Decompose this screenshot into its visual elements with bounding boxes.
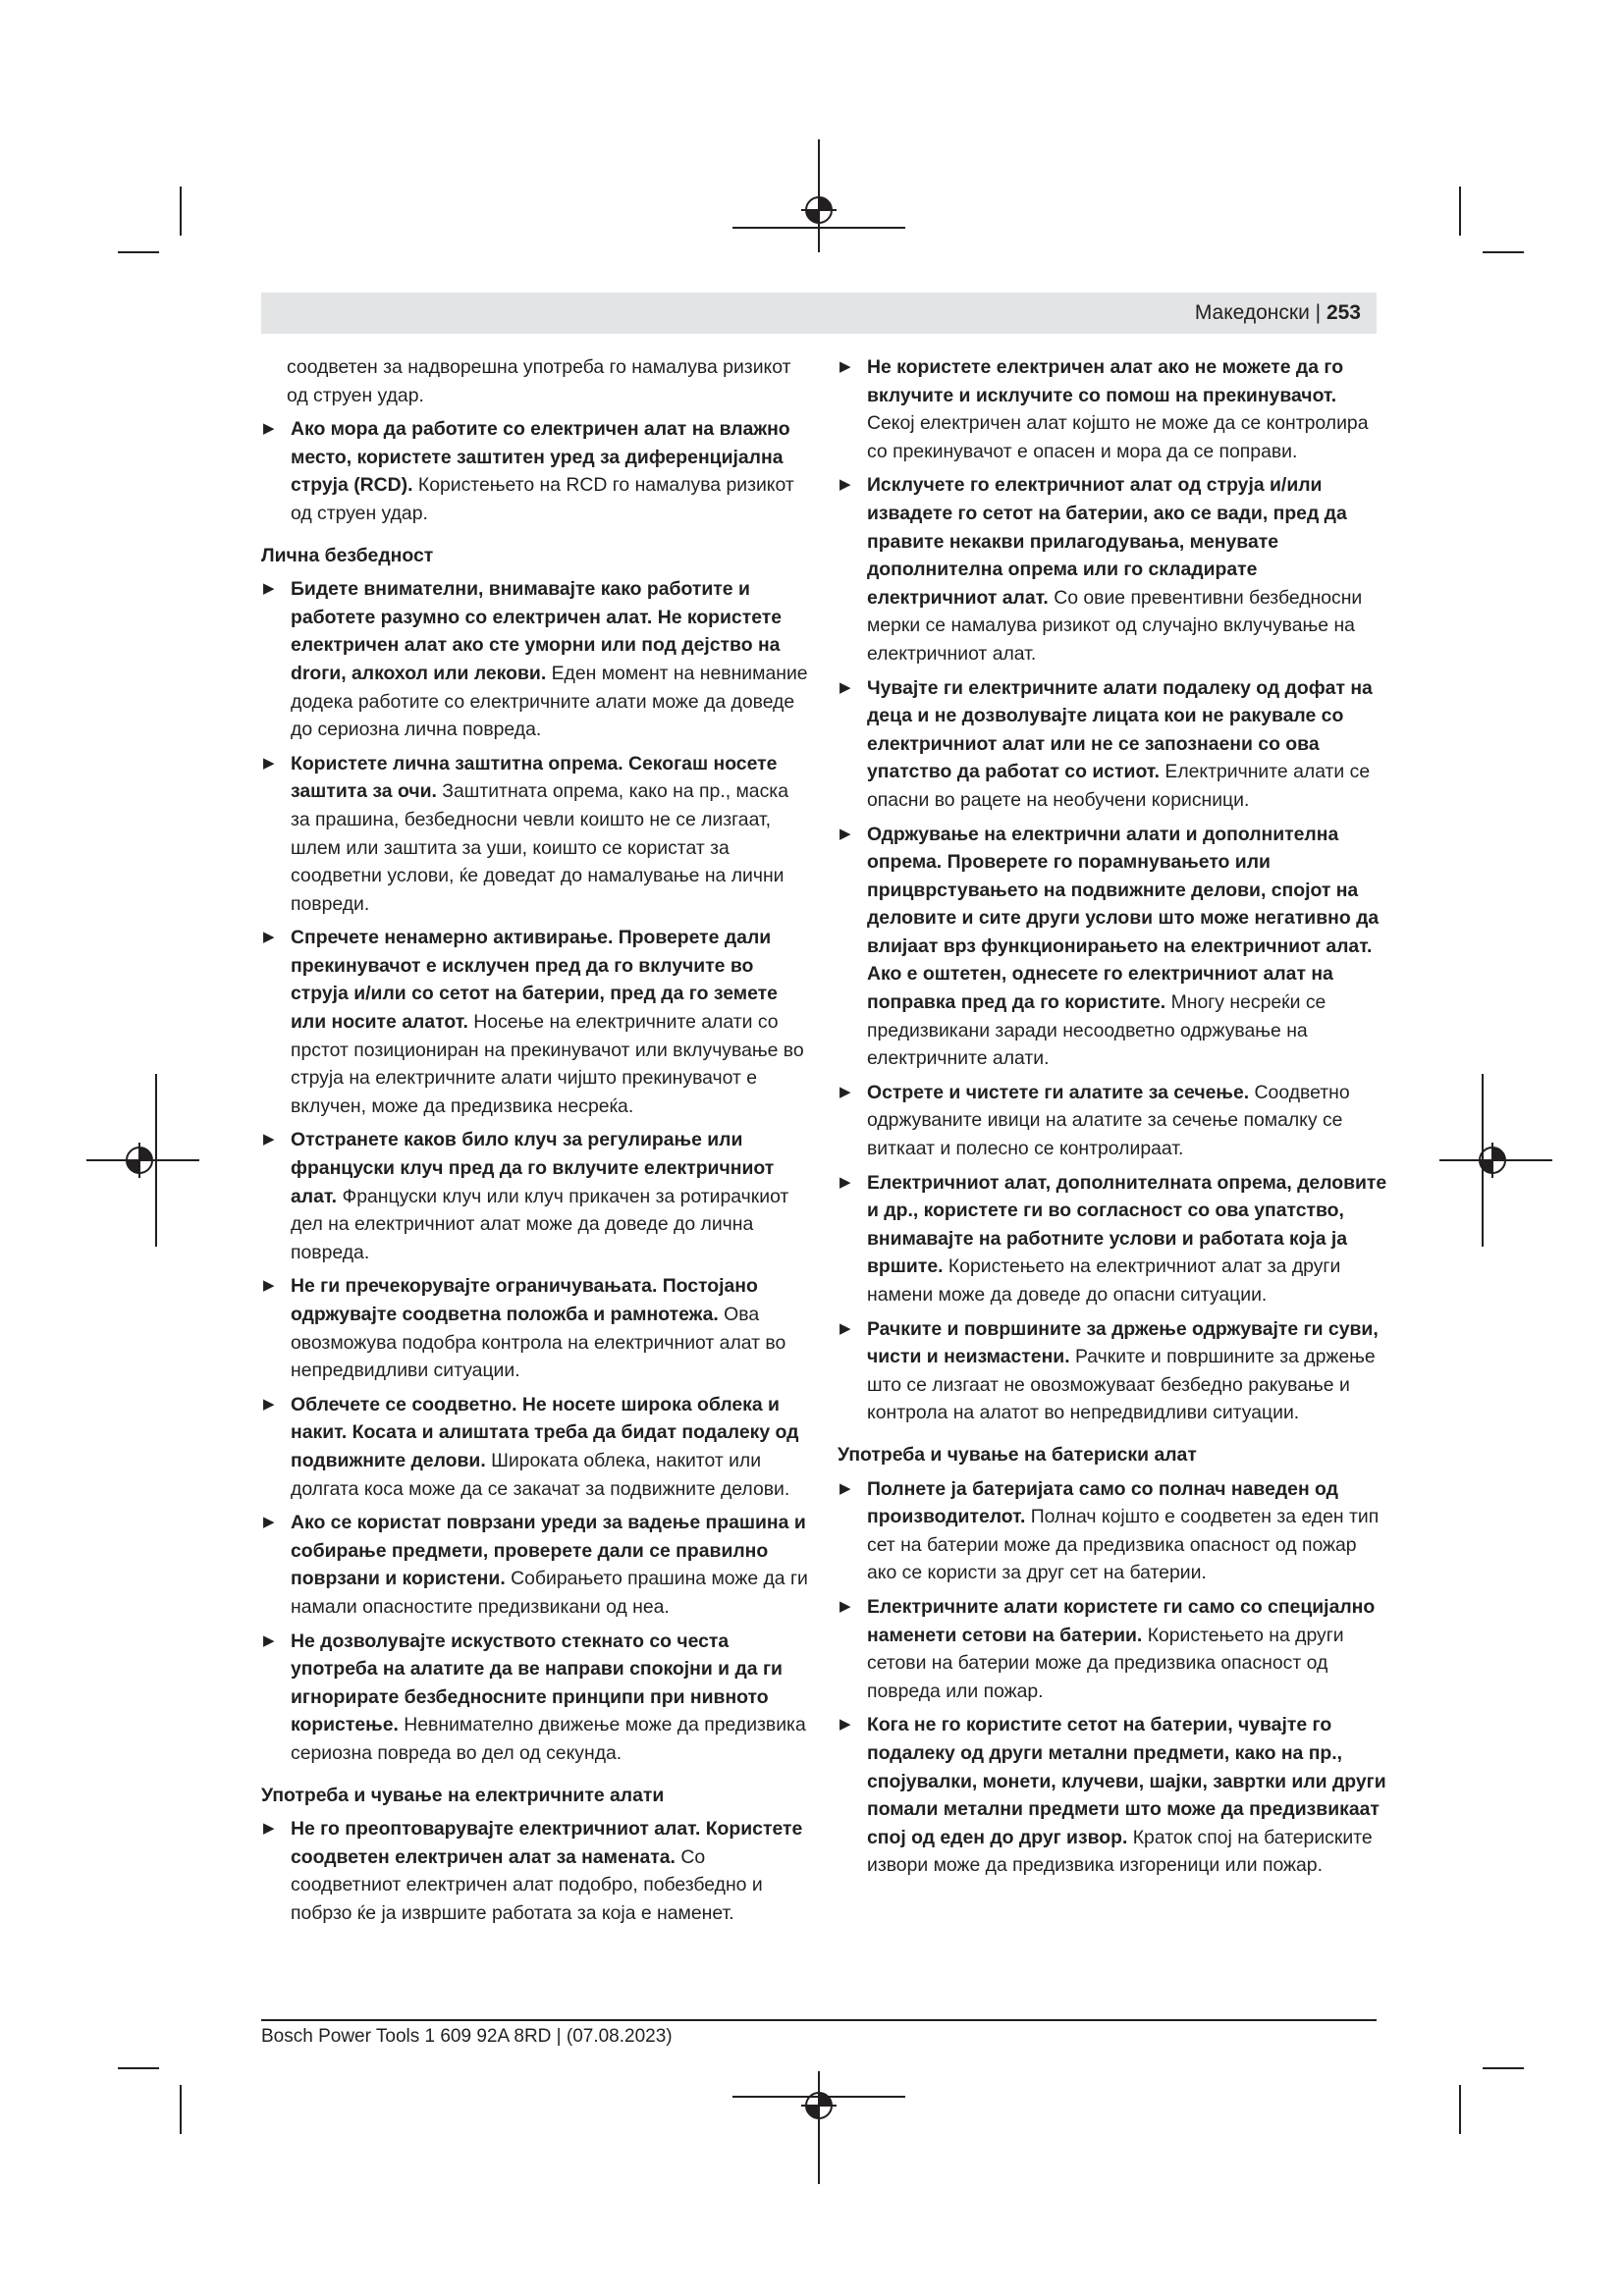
bullet-body-text: Широката облека, накитот или долгата коса може да се закачат за подвижните делови. <box>291 1449 790 1500</box>
bullet-bold-text: Рачките и површините за држење одржувајте ги суви, чисти и неизмастени. <box>867 1317 1379 1368</box>
bullet-body-text: Носење на електричните алати со прстот позициониран на прекинувачот или вклучување во струја на електричните алати чијшто прекинувачот е вклучен, може да предизвика несреќа. <box>291 1011 804 1117</box>
bullet-item <box>261 750 811 919</box>
bullet-arrow-icon: ▶ <box>263 580 275 598</box>
bullet-body-text: Многу несреќи се предизвикани заради несоодветно одржување на електричните алати. <box>867 991 1326 1070</box>
bullet-item <box>261 1272 811 1384</box>
bullet-body-text: Со овие превентивни безбедносни мерки се намалува ризикот од случајно вклучување на електричниот алат. <box>867 586 1363 665</box>
bullet-arrow-icon: ▶ <box>839 1173 851 1191</box>
bullet-arrow-icon: ▶ <box>839 1083 851 1100</box>
bullet-body-text: Користењето на други сетови на батерии може да предизвика опасност од повреда или пожар. <box>867 1624 1344 1702</box>
bullet-body-text: Ова овозможува подобра контрола на електричниот алат во непредвидливи ситуации. <box>291 1304 786 1382</box>
bullet-bold-text: Исклучете го електричниот алат од струја и/или извадете го сетот на батерии, ако се вади, пред да правите некакви прилагодувања, менувате дополнителна опрема или го складирате електричниот алат. <box>867 474 1347 609</box>
bullet-bold-text: Чувајте ги електричните алати подалеку од дофат на деца и не дозволувајте лицата кои не ракувале со електричниот алат или не се запознаени со ова упатство да работат со истиот. <box>867 676 1373 783</box>
bullet-arrow-icon: ▶ <box>263 1395 275 1413</box>
bullet-item <box>838 821 1387 1073</box>
header-label: Македонски | 253 <box>1194 301 1361 324</box>
crop-mark-bottom-left-horizontal <box>118 2067 159 2069</box>
bullet-list <box>261 415 811 527</box>
bullet-arrow-icon: ▶ <box>263 929 275 946</box>
bullet-arrow-icon: ▶ <box>839 1716 851 1734</box>
crop-mark-top-left-horizontal <box>118 251 159 253</box>
bullet-body-text: Еден момент на невнимание додека работите со електричните алати може да доведе до сериозна лична повреда. <box>291 662 808 741</box>
bullet-item <box>838 1711 1387 1880</box>
bullet-bold-text: Спречете ненамерно активирање. Проверете дали прекинувачот е исклучен пред да го вклучите во струја и/или со сетот на батерии, пред да го земете или носите алатот. <box>291 927 778 1034</box>
section-heading-personal-safety: Лична безбедност <box>261 544 434 566</box>
section-heading-tool-use: Употреба и чување на електричните алати <box>261 1784 665 1806</box>
bullet-body-text: Користењето на електричниот алат за други намени може да доведе до опасни ситуации. <box>867 1255 1341 1306</box>
bullet-list <box>261 575 811 1767</box>
bullet-bold-text: Користете лична заштитна опрема. Секогаш носете заштита за очи. <box>291 752 778 803</box>
bullet-arrow-icon: ▶ <box>839 1597 851 1615</box>
bullet-arrow-icon: ▶ <box>263 1131 275 1148</box>
bullet-bold-text: Електричните алати користете ги само со специјално наменети сетови на батерии. <box>867 1595 1376 1646</box>
bullet-arrow-icon: ▶ <box>839 358 851 375</box>
registration-line-bottom-v <box>818 2071 820 2184</box>
bullet-bold-text: Острете и чистете ги алатите за сечење. <box>867 1081 1250 1103</box>
page-header <box>261 293 1377 334</box>
registration-line-right-v <box>1482 1074 1484 1247</box>
left-column <box>261 353 811 1933</box>
bullet-item <box>261 415 811 527</box>
bullet-body-text: Краток спој на батериските извори може да предизвика изгореници или пожар. <box>867 1826 1373 1877</box>
registration-line-right-h <box>1439 1159 1552 1161</box>
bullet-arrow-icon: ▶ <box>263 1277 275 1295</box>
bullet-arrow-icon: ▶ <box>263 1820 275 1838</box>
bullet-item <box>838 471 1387 667</box>
bullet-body-text: Собирањето прашина може да ги намали опасностите предизвикани од неа. <box>291 1568 808 1618</box>
bullet-list <box>838 1475 1387 1880</box>
bullet-bold-text: Одржување на електрични алати и дополнителна опрема. Проверете го порамнувањето или прицврстувањето на подвижните делови, спојот на деловите и сите други услови што може негативно да влијаат врз функционирањето на електричниот алат. Ако е оштетен, однесете го електричниот алат на поправка пред да го користите. <box>867 823 1380 1014</box>
bullet-body-text: Секој електричен алат којшто не може да се контролира со прекинувачот е опасен и мора да се поправи. <box>867 412 1369 462</box>
registration-line-top-v <box>818 139 820 252</box>
registration-line-left-h <box>86 1159 199 1161</box>
bullet-item <box>261 1628 811 1768</box>
page-number: 253 <box>1326 301 1361 324</box>
bullet-bold-text: Не ги пречекорувајте ограничувањата. Постојано одржувајте соодветна положба и рамнотежа. <box>291 1275 758 1325</box>
bullet-body-text: Невнимателно движење може да предизвика сериозна повреда во дел од секунда. <box>291 1714 806 1764</box>
bullet-arrow-icon: ▶ <box>839 1479 851 1497</box>
bullet-list <box>838 353 1387 1427</box>
bullet-item <box>838 674 1387 815</box>
bullet-item <box>261 575 811 744</box>
bullet-item <box>261 1815 811 1927</box>
bullet-list <box>261 1815 811 1927</box>
crop-mark-bottom-left-vertical <box>180 2085 182 2134</box>
bullet-bold-text: Ако мора да работите со електричен алат на влажно место, користете заштитен уред за диференцијална струја (RCD). <box>291 418 790 497</box>
bullet-item <box>838 1079 1387 1163</box>
bullet-arrow-icon: ▶ <box>839 476 851 494</box>
bullet-item <box>838 1593 1387 1705</box>
crop-mark-top-right-vertical <box>1459 187 1461 236</box>
bullet-bold-text: Облечете се соодветно. Не носете широка облека и накит. Косата и алиштата треба да бидат подалеку од подвижните делови. <box>291 1393 799 1471</box>
bullet-item <box>261 924 811 1120</box>
bullet-item <box>261 1126 811 1266</box>
crop-mark-bottom-right-vertical <box>1459 2085 1461 2134</box>
bullet-arrow-icon: ▶ <box>839 678 851 696</box>
bullet-arrow-icon: ▶ <box>839 825 851 842</box>
bullet-body-text: Електричните алати се опасни во рацете на необучени корисници. <box>867 761 1371 811</box>
bullet-bold-text: Кога не го користите сетот на батерии, чувајте го подалеку од други метални предмети, како на пр., спојувалки, монети, клучеви, шајки, завртки или други помали метални предмети што може да предизвикаат спој од еден до друг извор. <box>867 1714 1386 1848</box>
registration-line-left-v <box>155 1074 157 1247</box>
crop-mark-top-left-vertical <box>180 187 182 236</box>
bullet-item <box>261 1509 811 1621</box>
bullet-body-text: Соодветно одржуваните ивици на алатите за сечење помалку се виткаат и полесно се контролираат. <box>867 1081 1350 1160</box>
bullet-body-text: Користењето на RCD го намалува ризикот од струен удар. <box>291 474 794 524</box>
bullet-bold-text: Не го преоптоварувајте електричниот алат. Користете соодветен електричен алат за намената. <box>291 1818 803 1868</box>
bullet-body-text: Заштитната опрема, како на пр., маска за прашина, безбедносни чевли коишто не се лизгаат, шлем или заштита за уши, коишто се користат за соодветни услови, ќе доведат до намалување на лични повреди. <box>291 780 788 915</box>
bullet-arrow-icon: ▶ <box>263 754 275 772</box>
bullet-arrow-icon: ▶ <box>263 1631 275 1649</box>
bullet-item <box>261 1391 811 1503</box>
crop-mark-top-right-horizontal <box>1483 251 1524 253</box>
bullet-bold-text: Бидете внимателни, внимавајте како работите и работете разумно со електричен алат. Не користете електричен алат ако сте уморни или под дејство на droги, алкохол или лекови. <box>291 578 783 684</box>
bullet-item <box>838 1169 1387 1309</box>
footer-text: Bosch Power Tools 1 609 92A 8RD | (07.08.2023) <box>261 2026 673 2047</box>
continuation-text: соодветен за надворешна употреба го намалува ризикот од струен удар. <box>287 356 791 406</box>
header-language: Македонски <box>1194 301 1310 324</box>
bullet-arrow-icon: ▶ <box>263 420 275 438</box>
bullet-body-text: Француски клуч или клуч прикачен за ротирачкиот дел на електричниот алат може да доведе до лична повреда. <box>291 1185 789 1263</box>
crop-mark-bottom-right-horizontal <box>1483 2067 1524 2069</box>
bullet-bold-text: Не користете електричен алат ако не можете да го вклучите и исклучите со помош на прекинувачот. <box>867 356 1344 406</box>
bullet-body-text: Полнач којшто е соодветен за еден тип сет на батерии може да предизвика опасност од пожар ако се користи за друг сет на батерии. <box>867 1506 1380 1584</box>
bullet-arrow-icon: ▶ <box>263 1514 275 1531</box>
right-column <box>838 353 1387 1886</box>
section-heading-battery-tool: Употреба и чување на батериски алат <box>838 1443 1197 1466</box>
bullet-bold-text: Отстранете каков било клуч за регулирање или француски клуч пред да го вклучите електричниот алат. <box>291 1129 775 1207</box>
bullet-bold-text: Ако се користат поврзани уреди за вадење прашина и собирање предмети, проверете дали се правилно поврзани и користени. <box>291 1512 806 1590</box>
bullet-item <box>838 353 1387 465</box>
bullet-body-text: Рачките и површините за држење што се лизгаат не овозможуваат безбедно ракување и контрола на алатот во непредвидливи ситуации. <box>867 1346 1376 1424</box>
bullet-bold-text: Полнете ја батеријата само со полнач наведен од производителот. <box>867 1477 1338 1528</box>
bullet-body-text: Со соодветниот електричен алат подобро, побезбедно и побрзо ќе ја извршите работата за која е наменет. <box>291 1845 763 1924</box>
bullet-item <box>838 1315 1387 1427</box>
bullet-bold-text: Електричниот алат, дополнителната опрема, деловите и др., користете ги во согласност со ова упатство, внимавајте на работните услови и работата која ја вршите. <box>867 1171 1387 1278</box>
bullet-item <box>838 1475 1387 1587</box>
bullet-arrow-icon: ▶ <box>839 1319 851 1337</box>
footer-divider <box>261 2019 1377 2021</box>
bullet-bold-text: Не дозволувајте искуството стекнато со честа употреба на алатите да ве направи спокојни и да ги игнорирате безбедносните принципи при нивното користење. <box>291 1629 783 1736</box>
